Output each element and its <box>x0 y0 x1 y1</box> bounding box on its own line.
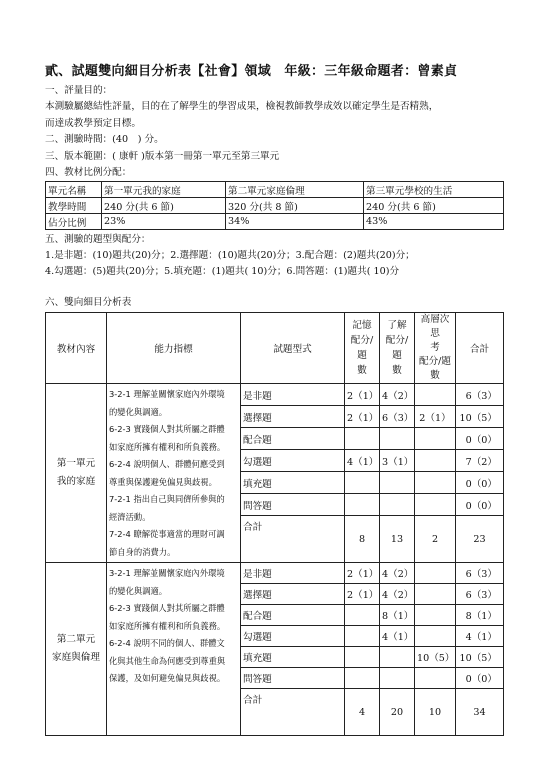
section-spec-heading: 六、雙向細目分析表 <box>45 297 132 308</box>
spec-header-row <box>46 313 504 384</box>
score-cell <box>415 428 456 450</box>
ability-indicator-line: 尊重與保護避免偏見與歧視。 <box>109 476 217 487</box>
ratio-cell: 34% <box>226 214 364 230</box>
score-cell: 4（2） <box>380 584 415 605</box>
unit-name-line: 第二單元 <box>56 634 96 645</box>
question-type-cell: 選擇題 <box>241 406 345 428</box>
score-cell: 2（1） <box>345 384 380 406</box>
question-type-cell: 是非題 <box>241 384 345 406</box>
unit-2-body <box>46 563 504 736</box>
score-cell <box>345 494 380 516</box>
ratio-cell: 23% <box>102 214 226 230</box>
sum-cell: 10 <box>415 689 456 736</box>
ability-indicators <box>107 563 241 736</box>
header-understand-line: 了解 <box>387 320 407 331</box>
spec-row <box>46 384 504 406</box>
question-type-cell: 配合題 <box>241 605 345 626</box>
section-question-types-heading: 五、測驗的題型與配分： <box>45 234 151 245</box>
score-cell: 4（1） <box>380 626 415 647</box>
score-cell <box>380 428 415 450</box>
ability-indicator-line: 的變化與調適。 <box>109 585 168 596</box>
ratio-cell: 第三單元學校的生活 <box>364 182 504 198</box>
question-types-line-1: 1.是非題：(10)題共(20)分；2.選擇題：(10)題共(20)分；3.配合題：(2)題共(20)分； <box>45 250 415 261</box>
sum-label: 合計 <box>241 516 345 563</box>
header-type: 試題型式 <box>241 313 345 384</box>
sum-label: 合計 <box>241 689 345 736</box>
score-cell: 8（1） <box>456 605 504 626</box>
ratio-row <box>46 214 504 230</box>
question-type-cell: 是非題 <box>241 563 345 584</box>
page-title: 貳、試題雙向細目分析表【社會】領域 年級：三年級命題者：曾素貞 <box>45 64 458 79</box>
score-cell <box>380 494 415 516</box>
ability-indicator-line: 6-2-3 實踐個人對其所屬之群體 <box>109 424 225 434</box>
header-understand-line: 配分/題 <box>385 335 409 361</box>
ratio-cell: 320 分(共 8 節) <box>226 198 364 214</box>
score-cell <box>415 668 456 689</box>
score-cell <box>345 668 380 689</box>
score-cell <box>415 450 456 472</box>
score-cell <box>380 647 415 668</box>
ratio-cell: 240 分(共 6 節) <box>364 198 504 214</box>
sum-cell: 23 <box>456 516 504 563</box>
ratio-cell: 單元名稱 <box>46 182 102 198</box>
section-version: 三、版本範圍：( 康軒 )版本第一冊第一單元至第三單元 <box>45 151 280 162</box>
ratio-cell: 佔分比例 <box>46 214 102 230</box>
score-cell: 6（3） <box>456 584 504 605</box>
ability-indicators <box>107 384 241 563</box>
score-cell <box>345 428 380 450</box>
score-cell: 0（0） <box>456 668 504 689</box>
header-higher-line: 數 <box>430 370 440 381</box>
question-type-cell: 配合題 <box>241 428 345 450</box>
score-cell: 10（5） <box>456 647 504 668</box>
header-higher-line: 配分/題 <box>418 356 451 367</box>
header-memory <box>345 313 380 384</box>
unit-1-body <box>46 384 504 563</box>
ratio-cell: 240 分(共 6 節) <box>102 198 226 214</box>
score-cell <box>415 384 456 406</box>
header-understand <box>380 313 415 384</box>
header-ability: 能力指標 <box>107 313 241 384</box>
score-cell <box>415 563 456 584</box>
score-cell <box>345 626 380 647</box>
score-cell: 2（1） <box>345 584 380 605</box>
unit-name-line: 我的家庭 <box>56 476 96 487</box>
sum-cell: 2 <box>415 516 456 563</box>
question-type-cell: 勾選題 <box>241 626 345 647</box>
purpose-text-line-1: 本測驗屬總結性評量，目的在了解學生的學習成果，檢視教師教學成效以確定學生是否精熟， <box>45 101 439 112</box>
header-total: 合計 <box>456 313 504 384</box>
score-cell: 4（1） <box>345 450 380 472</box>
unit-name-line: 家庭與倫理 <box>52 652 100 663</box>
sum-cell: 20 <box>380 689 415 736</box>
sum-cell: 13 <box>380 516 415 563</box>
header-memory-line: 數 <box>357 365 367 376</box>
score-cell: 6（3） <box>456 384 504 406</box>
question-types-line-2: 4.勾選題：(5)題共(20)分；5.填充題：(1)題共( 10)分；6.問答題：(1)題共( 10)分 <box>45 266 400 277</box>
ability-indicator-line: 的變化與調適。 <box>109 406 168 417</box>
ratio-cell: 第二單元家庭倫理 <box>226 182 364 198</box>
score-cell: 2（1） <box>415 406 456 428</box>
question-type-cell: 問答題 <box>241 668 345 689</box>
score-cell <box>415 494 456 516</box>
section-purpose-heading: 一、評量目的： <box>45 85 113 96</box>
question-type-cell: 填充題 <box>241 647 345 668</box>
ability-indicator-line: 經濟活動。 <box>109 511 151 522</box>
ability-indicator-line: 3-2-1 理解並關懷家庭內外環境 <box>109 568 225 578</box>
header-understand-line: 數 <box>392 365 402 376</box>
score-cell <box>345 472 380 494</box>
score-cell: 4（2） <box>380 384 415 406</box>
score-cell <box>380 668 415 689</box>
ability-indicator-line: 如家庭所擁有權利和所負義務。 <box>109 441 226 452</box>
score-cell: 0（0） <box>456 428 504 450</box>
ability-indicator-line: 6-2-4 說明個人、群體何應受到 <box>109 459 225 469</box>
score-cell: 10（5） <box>456 406 504 428</box>
header-higher-line: 高層次思 <box>420 314 450 339</box>
score-cell <box>415 626 456 647</box>
ability-indicator-line: 保護，及如何避免偏見與歧視。 <box>109 673 226 683</box>
ability-indicator-line: 6-2-3 實踐個人對其所屬之群體 <box>109 603 225 613</box>
score-cell: 7（2） <box>456 450 504 472</box>
unit-name <box>46 563 107 736</box>
header-higher-line: 考 <box>430 342 440 353</box>
score-cell <box>345 647 380 668</box>
ratio-header-row <box>46 182 504 198</box>
question-type-cell: 問答題 <box>241 494 345 516</box>
ability-indicator-line: 化與其他生命為何應受到尊重與 <box>109 655 226 666</box>
header-unit: 教材內容 <box>46 313 107 384</box>
question-type-cell: 勾選題 <box>241 450 345 472</box>
ratio-table <box>45 181 504 230</box>
score-cell: 8（1） <box>380 605 415 626</box>
score-cell: 3（1） <box>380 450 415 472</box>
score-cell <box>415 472 456 494</box>
score-cell: 0（0） <box>456 494 504 516</box>
question-type-cell: 選擇題 <box>241 584 345 605</box>
ability-indicator-line: 3-2-1 理解並關懷家庭內外環境 <box>109 389 225 399</box>
sum-cell: 4 <box>345 689 380 736</box>
unit-name-line: 第一單元 <box>56 458 96 469</box>
ratio-cell: 教學時間 <box>46 198 102 214</box>
ratio-row <box>46 198 504 214</box>
sum-cell: 34 <box>456 689 504 736</box>
score-cell: 4（2） <box>380 563 415 584</box>
score-cell <box>415 605 456 626</box>
spec-row <box>46 563 504 584</box>
ability-indicator-line: 如家庭所擁有權利和所負義務。 <box>109 620 226 631</box>
score-cell <box>415 584 456 605</box>
unit-name <box>46 384 107 563</box>
score-cell: 2（1） <box>345 563 380 584</box>
header-memory-line: 配分/題 <box>350 335 374 361</box>
ratio-cell: 43% <box>364 214 504 230</box>
ability-indicator-line: 6-2-4 說明不同的個人、群體文 <box>109 638 225 648</box>
ability-indicator-line: 7-2-4 瞭解從事適當的理財可調 <box>109 529 225 539</box>
header-memory-line: 記憶 <box>352 320 372 331</box>
section-time: 二、測驗時間：(40 ) 分。 <box>45 134 164 145</box>
score-cell: 2（1） <box>345 406 380 428</box>
spec-table <box>45 312 504 736</box>
purpose-text-line-2: 而達成教學預定目標。 <box>45 118 141 129</box>
score-cell: 10（5） <box>415 647 456 668</box>
score-cell: 0（0） <box>456 472 504 494</box>
question-type-cell: 填充題 <box>241 472 345 494</box>
ability-indicator-line: 7-2-1 指出自己與同儕所參與的 <box>109 494 225 504</box>
score-cell: 4（1） <box>456 626 504 647</box>
score-cell <box>345 605 380 626</box>
score-cell: 6（3） <box>380 406 415 428</box>
section-ratio-heading: 四、教材比例分配： <box>45 167 132 178</box>
ratio-cell: 第一單元我的家庭 <box>102 182 226 198</box>
header-higher <box>415 313 456 384</box>
sum-cell: 8 <box>345 516 380 563</box>
ability-indicator-line: 節自身的消費力。 <box>109 546 176 557</box>
score-cell <box>380 472 415 494</box>
score-cell: 6（3） <box>456 563 504 584</box>
